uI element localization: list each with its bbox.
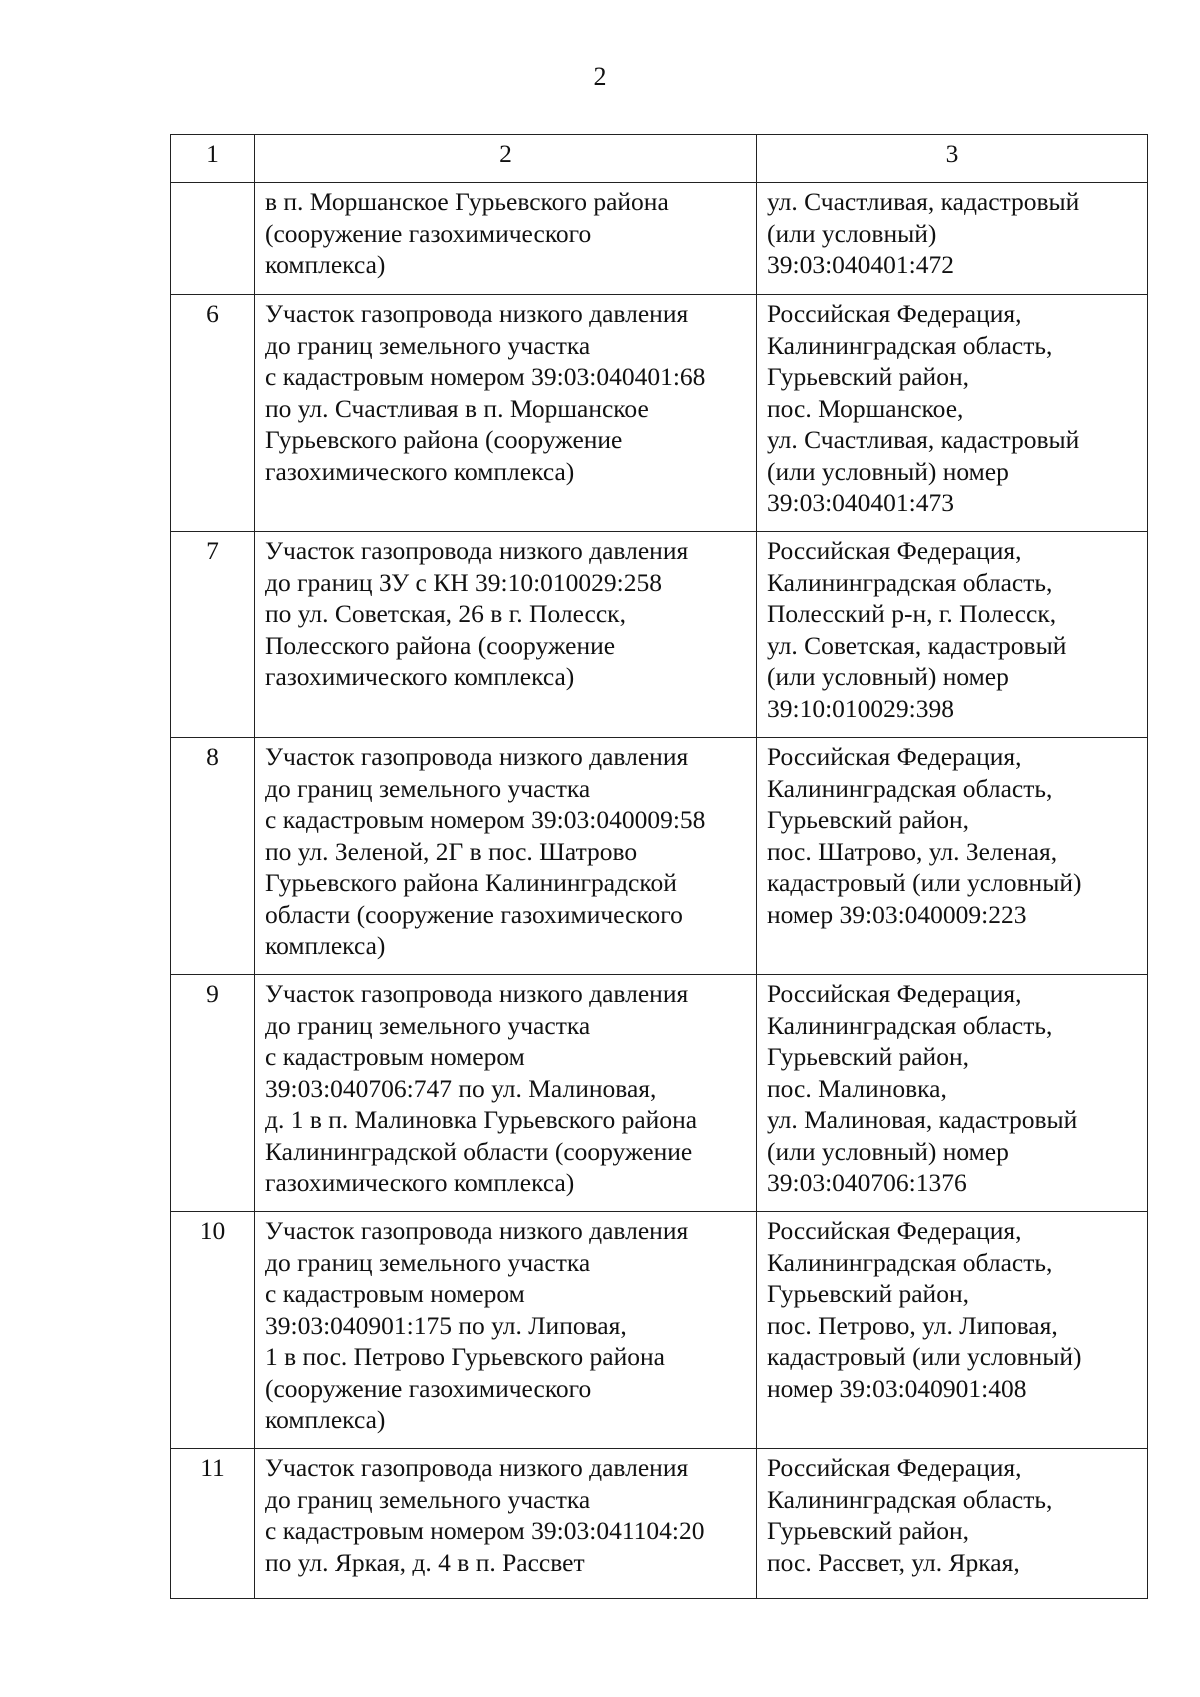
object-address: Российская Федерация, Калининградская область, Полесский р-н, г. Полесск, ул. Советская, кадастровый (или условный) номер 39:10:010029:398 bbox=[757, 532, 1148, 738]
table-header-row bbox=[171, 135, 1148, 183]
object-address: Российская Федерация, Калининградская область, Гурьевский район, пос. Рассвет, ул. Яркая, bbox=[757, 1449, 1148, 1599]
object-address: Российская Федерация, Калининградская область, Гурьевский район, пос. Малиновка, ул. Малиновая, кадастровый (или условный) номер 39:03:040706:1376 bbox=[757, 975, 1148, 1212]
object-description: в п. Моршанское Гурьевского района (сооружение газохимического комплекса) bbox=[255, 183, 757, 295]
table-row bbox=[171, 183, 1148, 295]
table-row bbox=[171, 532, 1148, 738]
row-number: 7 bbox=[171, 532, 255, 738]
table-row bbox=[171, 738, 1148, 975]
object-address: Российская Федерация, Калининградская область, Гурьевский район, пос. Шатрово, ул. Зеленая, кадастровый (или условный) номер 39:03:040009:223 bbox=[757, 738, 1148, 975]
row-number bbox=[171, 183, 255, 295]
row-number: 10 bbox=[171, 1212, 255, 1449]
row-number: 9 bbox=[171, 975, 255, 1212]
object-description: Участок газопровода низкого давления до границ земельного участка с кадастровым номером 39:03:040009:58 по ул. Зеленой, 2Г в пос. Шатрово Гурьевского района Калининградской области (сооружение газохимического комплекса) bbox=[255, 738, 757, 975]
object-address: Российская Федерация, Калининградская область, Гурьевский район, пос. Петрово, ул. Липовая, кадастровый (или условный) номер 39:03:040901:408 bbox=[757, 1212, 1148, 1449]
page-number: 2 bbox=[593, 62, 607, 91]
objects-table bbox=[170, 134, 1148, 1599]
object-description: Участок газопровода низкого давления до границ земельного участка с кадастровым номером 39:03:040901:175 по ул. Липовая, 1 в пос. Петрово Гурьевского района (сооружение газохимического комплекса) bbox=[255, 1212, 757, 1449]
object-description: Участок газопровода низкого давления до границ земельного участка с кадастровым номером 39:03:040706:747 по ул. Малиновая, д. 1 в п. Малиновка Гурьевского района Калининградской области (сооружение газохимического комплекса) bbox=[255, 975, 757, 1212]
column-header-2: 2 bbox=[255, 135, 757, 183]
object-description: Участок газопровода низкого давления до границ ЗУ с КН 39:10:010029:258 по ул. Советская, 26 в г. Полесск, Полесского района (сооружение газохимического комплекса) bbox=[255, 532, 757, 738]
row-number: 6 bbox=[171, 295, 255, 532]
table-row bbox=[171, 295, 1148, 532]
table-row bbox=[171, 1212, 1148, 1449]
table-row bbox=[171, 1449, 1148, 1599]
column-header-3: 3 bbox=[757, 135, 1148, 183]
object-address: Российская Федерация, Калининградская область, Гурьевский район, пос. Моршанское, ул. Счастливая, кадастровый (или условный) номер 39:03:040401:473 bbox=[757, 295, 1148, 532]
row-number: 8 bbox=[171, 738, 255, 975]
column-header-1: 1 bbox=[171, 135, 255, 183]
object-description: Участок газопровода низкого давления до границ земельного участка с кадастровым номером 39:03:041104:20 по ул. Яркая, д. 4 в п. Рассвет bbox=[255, 1449, 757, 1599]
table-row bbox=[171, 975, 1148, 1212]
object-address: ул. Счастливая, кадастровый (или условный) 39:03:040401:472 bbox=[757, 183, 1148, 295]
object-description: Участок газопровода низкого давления до границ земельного участка с кадастровым номером 39:03:040401:68 по ул. Счастливая в п. Моршанское Гурьевского района (сооружение газохимического комплекса) bbox=[255, 295, 757, 532]
row-number: 11 bbox=[171, 1449, 255, 1599]
